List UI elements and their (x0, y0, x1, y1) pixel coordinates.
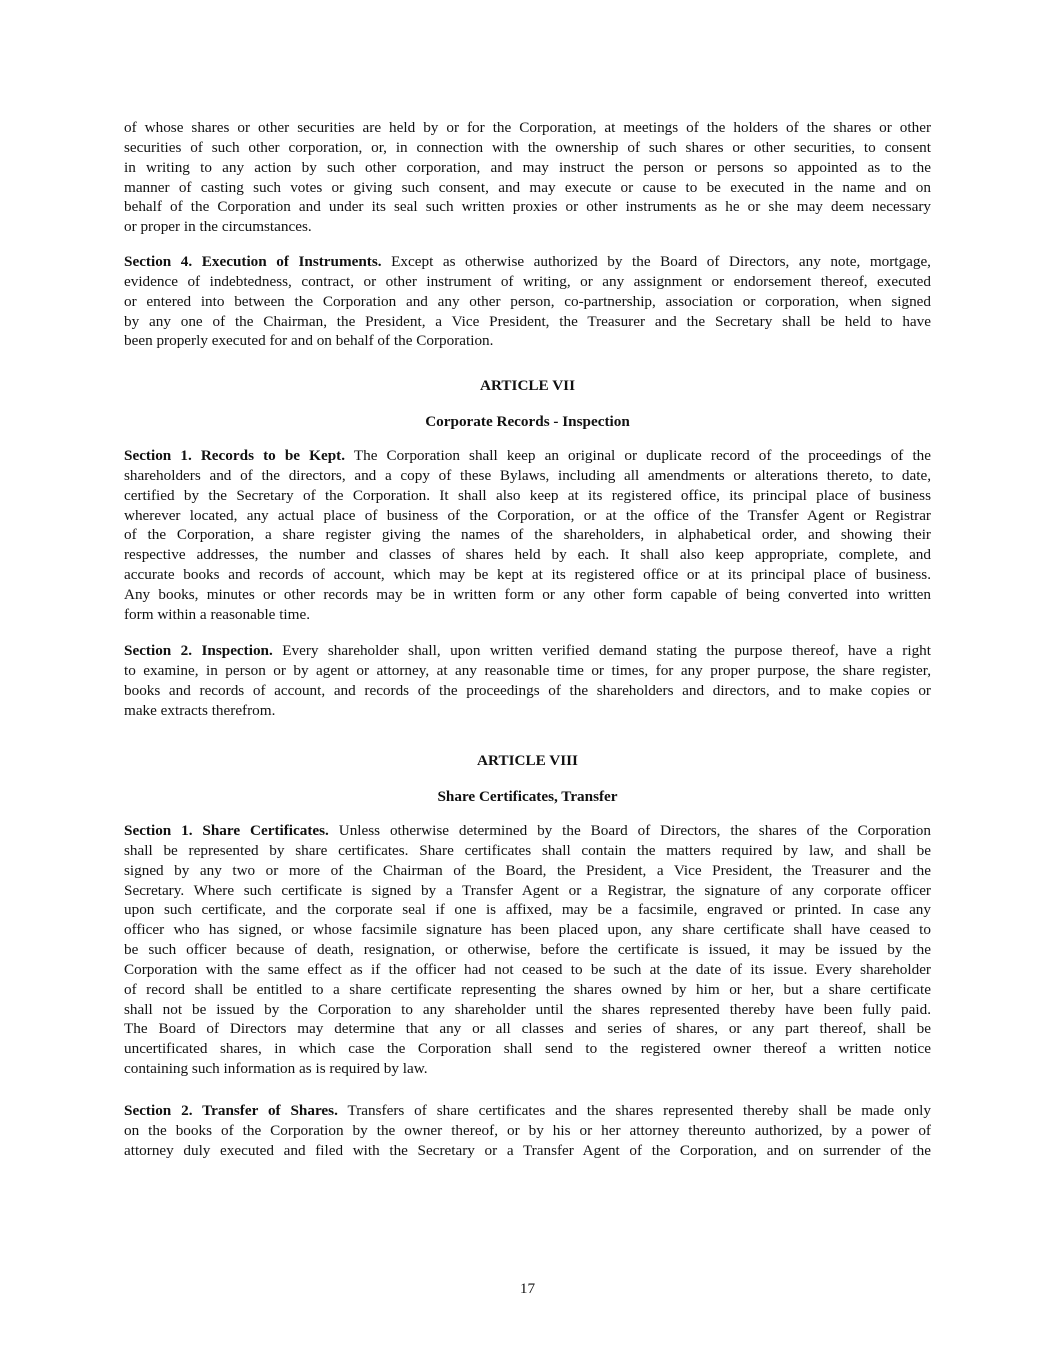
text-line: in writing to any action by such other corporation, and may instruct the person or persons so appointed as to the (124, 158, 931, 176)
article-7-title: ARTICLE VII (480, 377, 575, 394)
section-heading: Section 2. Transfer of Shares. (124, 1102, 338, 1119)
section-heading: Section 1. Share Certificates. (124, 822, 329, 839)
text-line: manner of casting such votes or giving such consent, and may execute or cause to be executed in the name and on (124, 178, 931, 196)
article-8-title: ARTICLE VIII (477, 752, 578, 769)
intro-paragraph (124, 118, 931, 237)
text-line (124, 1101, 931, 1121)
section-text: The Corporation shall keep an original or duplicate record of the proceedings of the (345, 447, 931, 464)
article-7-section-1 (124, 446, 931, 625)
text-line: Any books, minutes or other records may be in written form or any other form capable of being converted into written (124, 585, 931, 603)
text-line: accurate books and records of account, which may be kept at its registered office or at its principal place of business. (124, 566, 931, 584)
section-text: Unless otherwise determined by the Board of Directors, the shares of the Corporation (328, 822, 931, 839)
text-line: upon such certificate, and the corporate seal if one is affixed, may be a facsimile, engraved or printed. In case any (124, 901, 931, 919)
text-line: respective addresses, the number and classes of shares held by each. It shall also keep appropriate, complete, and (124, 546, 931, 564)
text-line: containing such information as is required by law. (124, 1060, 428, 1078)
section-text: Every shareholder shall, upon written verified demand stating the purpose thereof, have a right (272, 642, 931, 659)
text-line: or proper in the circumstances. (124, 218, 312, 236)
article-8-subtitle: Share Certificates, Transfer (437, 788, 618, 805)
text-line (124, 641, 931, 661)
text-line: make extracts therefrom. (124, 701, 276, 719)
text-line: uncertificated shares, in which case the Corporation shall send to the registered owner thereof a written notice (124, 1040, 931, 1058)
text-line: evidence of indebtedness, contract, or other instrument of writing, or any assignment or endorsement thereof, executed (124, 272, 931, 290)
text-line: on the books of the Corporation by the owner thereof, or by his or her attorney thereunto authorized, by a power of (124, 1121, 931, 1139)
text-line: shall not be issued by the Corporation to any shareholder until the shares represented thereby have been fully paid. (124, 1000, 931, 1018)
text-line (124, 252, 931, 272)
text-line: securities of such other corporation, or, in connection with the ownership of such shares or other securities, to consent (124, 138, 931, 156)
section-text: Except as otherwise authorized by the Board of Directors, any note, mortgage, (381, 253, 931, 270)
text-line: Corporation with the same effect as if the officer had not ceased to be such at the date of its issue. Every shareholder (124, 960, 931, 978)
text-line: shall be represented by share certificates. Share certificates shall contain the matters required by law, and shall be (124, 841, 931, 859)
section-4-paragraph (124, 252, 931, 351)
text-line: by any one of the Chairman, the President, a Vice President, the Treasurer and the Secretary shall be held to have (124, 312, 931, 330)
section-heading: Section 1. Records to be Kept. (124, 447, 345, 464)
text-line: to examine, in person or by agent or attorney, at any reasonable time or times, for any proper purpose, the share register, (124, 661, 931, 679)
text-line: signed by any two or more of the Chairman of the Board, the President, a Vice President, the Treasurer and the (124, 861, 931, 879)
text-line: or entered into between the Corporation and any other person, co-partnership, association or corporation, when signed (124, 292, 931, 310)
section-heading: Section 2. Inspection. (124, 642, 273, 659)
text-line: of the Corporation, a share register giving the names of the shareholders, in alphabetical order, and showing their (124, 526, 931, 544)
section-heading: Section 4. Execution of Instruments. (124, 253, 382, 270)
text-line (124, 446, 931, 466)
text-line: behalf of the Corporation and under its seal such written proxies or other instruments as he or she may deem necessary (124, 198, 931, 216)
section-text: Transfers of share certificates and the shares represented thereby shall be made only (337, 1102, 931, 1119)
text-line: shareholders and of the directors, and a copy of these Bylaws, including all amendments or alterations thereto, to date, (124, 466, 931, 484)
text-line: books and records of account, and records of the proceedings of the shareholders and directors, and to make copies or (124, 681, 931, 699)
text-line: The Board of Directors may determine that any or all classes and series of shares, or any part thereof, shall be (124, 1020, 931, 1038)
text-line: been properly executed for and on behalf of the Corporation. (124, 332, 494, 350)
text-line: wherever located, any actual place of business of the Corporation, or at the office of the Transfer Agent or Registrar (124, 506, 931, 524)
article-7-subtitle: Corporate Records - Inspection (425, 413, 630, 430)
text-line: of record shall be entitled to a share certificate representing the shares owned by him or her, but a share certificate (124, 980, 931, 998)
article-8-section-2 (124, 1101, 931, 1161)
text-line (124, 821, 931, 841)
text-line: certified by the Secretary of the Corporation. It shall also keep at its registered office, its principal place of business (124, 486, 931, 504)
text-line: form within a reasonable time. (124, 605, 310, 623)
text-line: be such officer because of death, resignation, or otherwise, before the certificate is issued, it may be issued by the (124, 941, 931, 959)
text-line: Secretary. Where such certificate is signed by a Transfer Agent or a Registrar, the signature of any corporate officer (124, 881, 931, 899)
article-7-section-2 (124, 641, 931, 720)
page-number: 17 (519, 1280, 536, 1297)
text-line: of whose shares or other securities are held by or for the Corporation, at meetings of the holders of the shares or other (124, 119, 931, 136)
article-8-section-1 (124, 821, 931, 1079)
text-line: officer who has signed, or whose facsimile signature has been placed upon, any share certificate shall have ceased to (124, 921, 931, 939)
text-line: attorney duly executed and filed with the Secretary or a Transfer Agent of the Corporation, and on surrender of the (124, 1141, 931, 1159)
